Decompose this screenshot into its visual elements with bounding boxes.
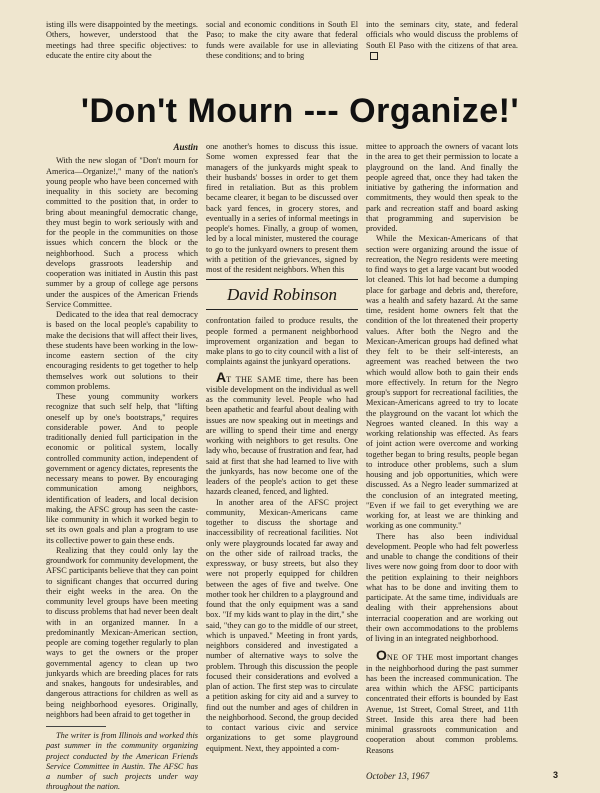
top-continuation-col2: social and economic conditions in South El Paso; to make the city aware that federal funds were available for use in alleviating these conditions; and to bring: [206, 20, 358, 60]
dateline-city: Austin: [173, 142, 198, 152]
drop-cap: O: [376, 647, 387, 664]
drop-cap: A: [216, 368, 227, 385]
paragraph: mittee to approach the owners of vacant lots in the area to get their permission to locate a playground on the land. And finally the people agreed that, once they had taken the initiative by gathering the information and commitments, they would then speak to the park and recreation staff and board asking that programming and supervision be provided.: [366, 142, 518, 233]
top-continuation-col3: [366, 20, 518, 61]
paragraph: confrontation failed to produce results, the people formed a permanent neighborhood improvement organization and began to make plans to go to city council with a list of complaints against the junkyard operations.: [206, 316, 358, 367]
top-col3-text: into the seminars city, state, and federal officials who would discuss the problems of South El Paso with the citizens of that area.: [366, 20, 518, 50]
paragraph-text: most important changes in the neighborhood during the past summer has been the increased communication. The area within which the AFSC participants concentrated their efforts is bounded by East Avenue, 1st Street, Comal Street, and 11th Street. Inside this area there had been minimal grassroots communication and cooperation about common problems. Reasons: [366, 653, 518, 755]
top-continuation-col1: isting ills were disappointed by the meetings. Others, however, understood that the meetings had three specific objectives: to educate the entire city about the: [46, 20, 198, 60]
paragraph: While the Mexican-Americans of that section were organizing around the issue of recreation, the Negro residents were meeting to find ways to get a large vacant but wooded lot cleaned. This lot had become a dumping place for garbage and debris and, therefore, was a health and safety hazard. At the same time, resident home owners felt that the condition of the lot threatened their property values. After both the Negro and the Mexican-American groups had defined what they felt to be their self-interests, an agreement was reached between the two which would allow both to gain their ends more effectively. In return for the Negro group's support for recreational facilities, the Mexican-Americans agreed to try to locate the playground on the vacant lot which the Negroes wanted cleaned. In this way a working relationship was effected. As fears of joint action were overcome and working together began to bring results, people began to introduce other problems, such a slum housing and job opportunities, which were discussed. As a Negro leader summarized at the conclusion of an integrated meeting, "Even if we fail to get everything we are working for, at least we are thinking and working as one community.": [366, 234, 518, 531]
paragraph: one another's homes to discuss this issue. Some women expressed fear that the managers of the junkyards might speak to their husbands' bosses in order to get them fired in retaliation. But as this problem became clearer, it began to be discussed over back yard fences, in grocery stores, and eventually in a series of informal meetings in people's homes. Finally, a group of women, led by a local minister, mustered the courage to go to the junkyard owners to present them with a petition of the grievances, signed by most of the resident neighbors. When this: [206, 142, 358, 274]
article-column-2: [206, 142, 358, 754]
paragraph: There has also been individual development. People who had felt powerless and unable to change the conditions of their lives were now going from door to door with the petition explaining to their neighbors what has to be done and inviting them to participate. At the same time, individuals are dealing with their apprehensions about interracial cooperation and are working out their own accommodations to the problems of living in an integrated neighborhood.: [366, 531, 518, 643]
issue-date: October 13, 1967: [366, 771, 430, 781]
author-byline: David Robinson: [206, 279, 358, 310]
paragraph: Realizing that they could only lay the groundwork for community development, the AFSC participants believe that they can point to significant changes that occurred during their eight weeks in the area. On the community level groups have been meeting to discuss problems that had never been dealt with in an organized manner. In a predominantly Mexican-American section, people are coming together regularly to plan ways to get the owners or the proper governmental agency to clean up two junkyards which are breeding places for rats and snakes, hangouts for undesirables, and dangerous attractions for children as well as being neighborhood eyesores. Originally, neighbors had been afraid to get together in: [46, 545, 198, 719]
article-column-1: [46, 142, 198, 793]
article-column-3: [366, 142, 518, 756]
lead-in: NE OF THE: [386, 653, 434, 663]
paragraph-text: time, there has been visible development on the individual as well as the community level. People who had been apathetic and fearful about dealing with issues are now speaking out in meetings and are willing to spend their time and energy working with neighbors to get results. One lady who, because of frustration and fear, had said at first that she had learned to live with the junkyards, has now become one of the leaders of the people's action to get these hazards cleaned, fenced, and lighted.: [206, 374, 358, 497]
article-headline: 'Don't Mourn --- Organize!': [80, 92, 520, 130]
author-note: The writer is from Illinois and worked this past summer in the community organizing project conducted by the American Friends Service Committee in Austin. The AFSC has a number of such projects under way throughout the nation.: [46, 731, 198, 792]
page-footer: [366, 771, 580, 781]
end-mark-icon: [370, 52, 378, 60]
lead-in: T THE SAME: [226, 374, 282, 384]
note-divider: [46, 726, 106, 727]
paragraph: These young community workers recognize that such self help, that "lifting oneself up by one's bootstraps," requires considerable power. And to people traditionally denied full participation in the economic or political system, locally controlled community action, independent of government or agency dictates, represents the necessary means to power. By encouraging communication among neighbors, identification of leaders, and local decision making, the AFSC group has seen the caste-like community in which it worked begin to set its own goals and plan a program to use its collective power to gain these ends.: [46, 392, 198, 545]
paragraph: In another area of the AFSC project community, Mexican-Americans came together to discuss the shortage and inaccessibility of recreational facilities. Not only were playgrounds located far away and on the other side of railroad tracks, the expressway, or busy streets, but also they were not properly equipped for children between the ages of five and twelve. One mother took her children to a playground and found that the only equipment was a sand box. "If my kids want to play in the dirt," she said, "they can go to the middle of our street, which is unpaved." Meeting in front yards, neighbors considered and investigated a number of alternative ways to solve the problem. Through this discussion the people focused their considerations and evolved a plan of action. The first step was to circulate a petition asking for city aid and a survey to find out the number and ages of children in the neighborhood. Second, the group decided to contact various civic and service organizations to get some playground equipment. Next, they appointed a com-: [206, 497, 358, 753]
page-number: 3: [552, 770, 558, 780]
paragraph-with-dropcap: [366, 647, 518, 756]
paragraph-with-dropcap: [206, 368, 358, 498]
paragraph: With the new slogan of "Don't mourn for America—Organize!," many of the nation's young people who have been concerned with inequality in this society are becoming committed to the position that, in order to bring about meaningful democratic change, they must begin to work seriously with and for the people in the communities on those issues which concern the block or the neighborhood. Such a process which develops grassroots leadership and cooperation was initiated in Austin this past summer by a group of college age persons under the auspices of the American Friends Service Committee.: [46, 156, 198, 309]
paragraph: Dedicated to the idea that real democracy is based on the local people's capability to make the decisions that will affect their lives, these students have been working in the low-income eastern section of the city encouraging residents to get together to help themselves work out solutions to their common problems.: [46, 310, 198, 391]
